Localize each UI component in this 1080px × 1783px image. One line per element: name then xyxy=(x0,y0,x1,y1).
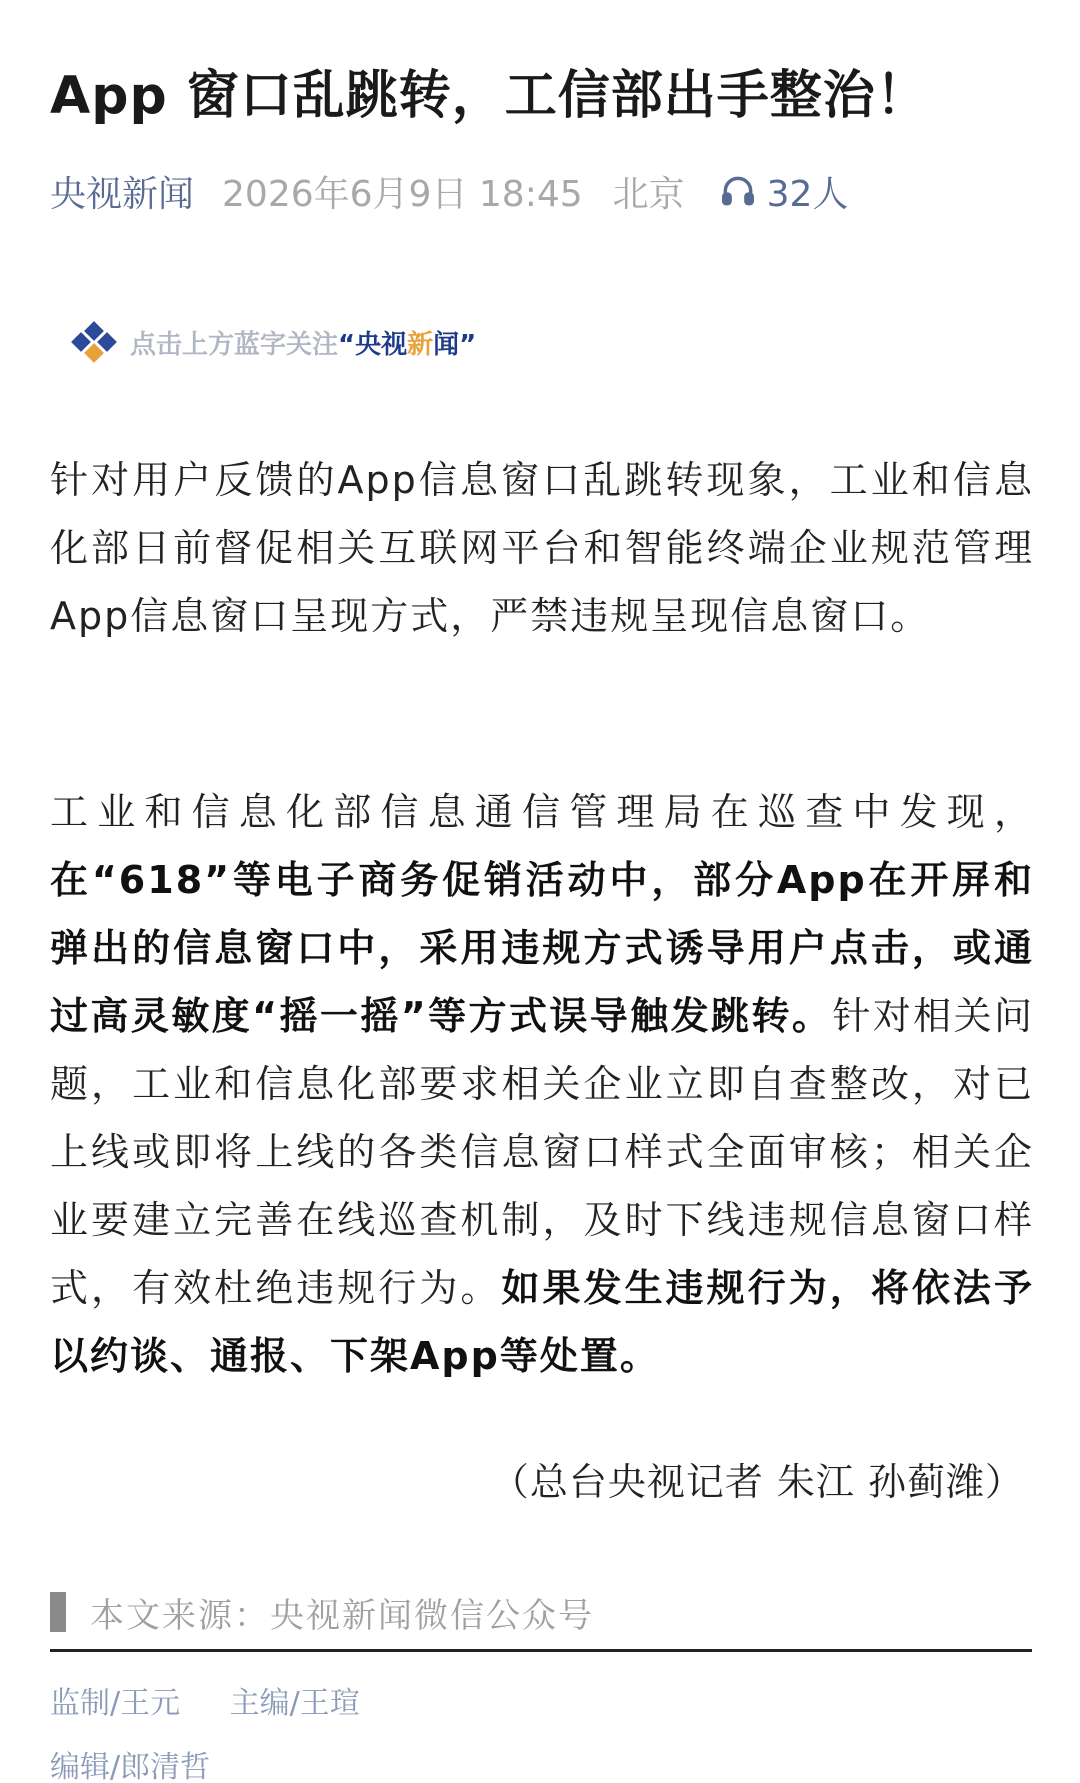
banner-quote-open: “央视 xyxy=(338,329,408,360)
credit-supervisor: 监制/王元 xyxy=(50,1686,181,1721)
publish-location: 北京 xyxy=(612,173,685,215)
follow-banner[interactable] xyxy=(74,322,476,362)
paragraph-2-bold-finding: 在“618”等电子商务促销活动中，部分App在开屏和弹出的信息窗口中，采用违规方式诱导用户点击，或通过高灵敏度“摇一摇”等方式误导触发跳转。 xyxy=(50,858,1034,1038)
source-text: 本文来源：央视新闻微信公众号 xyxy=(90,1595,594,1636)
listen-button[interactable] xyxy=(719,166,849,217)
credits-line-2 xyxy=(50,1746,210,1783)
credit-editor: 编辑/郎清哲 xyxy=(50,1750,211,1783)
body-paragraph-2 xyxy=(50,778,1034,1390)
paragraph-2-intro: 工业和信息化部信息通信管理局在巡查中发现， xyxy=(50,790,1034,834)
listener-count: 32人 xyxy=(766,173,849,215)
banner-quote-close: 闻” xyxy=(433,329,477,360)
diamond-logo-icon xyxy=(74,322,122,362)
source-note xyxy=(50,1590,594,1634)
source-bar-marker xyxy=(50,1592,66,1632)
reporter-byline: （总台央视记者 朱江 孙蓟潍） xyxy=(490,1460,1024,1504)
article-title: App 窗口乱跳转，工信部出手整治！ xyxy=(50,66,929,126)
source-divider xyxy=(50,1649,1032,1652)
publish-time: 2026年6月9日 18:45 xyxy=(222,173,583,215)
headphones-icon xyxy=(719,172,757,210)
paragraph-2-bold-penalty: 如果发生违规行为，将依法予以约谈、通报、下架App等处置。 xyxy=(50,1266,1034,1378)
banner-prefix: 点击上方蓝字关注 xyxy=(130,329,339,360)
banner-quote-highlight: 新 xyxy=(407,329,434,360)
credits-line-1 xyxy=(50,1682,400,1726)
article-meta xyxy=(50,168,848,214)
credit-chief-editor: 主编/王瑄 xyxy=(229,1686,360,1721)
body-paragraph-1: 针对用户反馈的App信息窗口乱跳转现象，工业和信息化部日前督促相关互联网平台和智能终端企业规范管理App信息窗口呈现方式，严禁违规呈现信息窗口。 xyxy=(50,458,1034,638)
account-name-link[interactable]: 央视新闻 xyxy=(50,173,195,215)
paragraph-2-requirements: 针对相关问题，工业和信息化部要求相关企业立即自查整改，对已上线或即将上线的各类信息窗口样式全面审核；相关企业要建立完善在线巡查机制，及时下线违规信息窗口样式，有效杜绝违规行为。 xyxy=(50,994,1034,1310)
